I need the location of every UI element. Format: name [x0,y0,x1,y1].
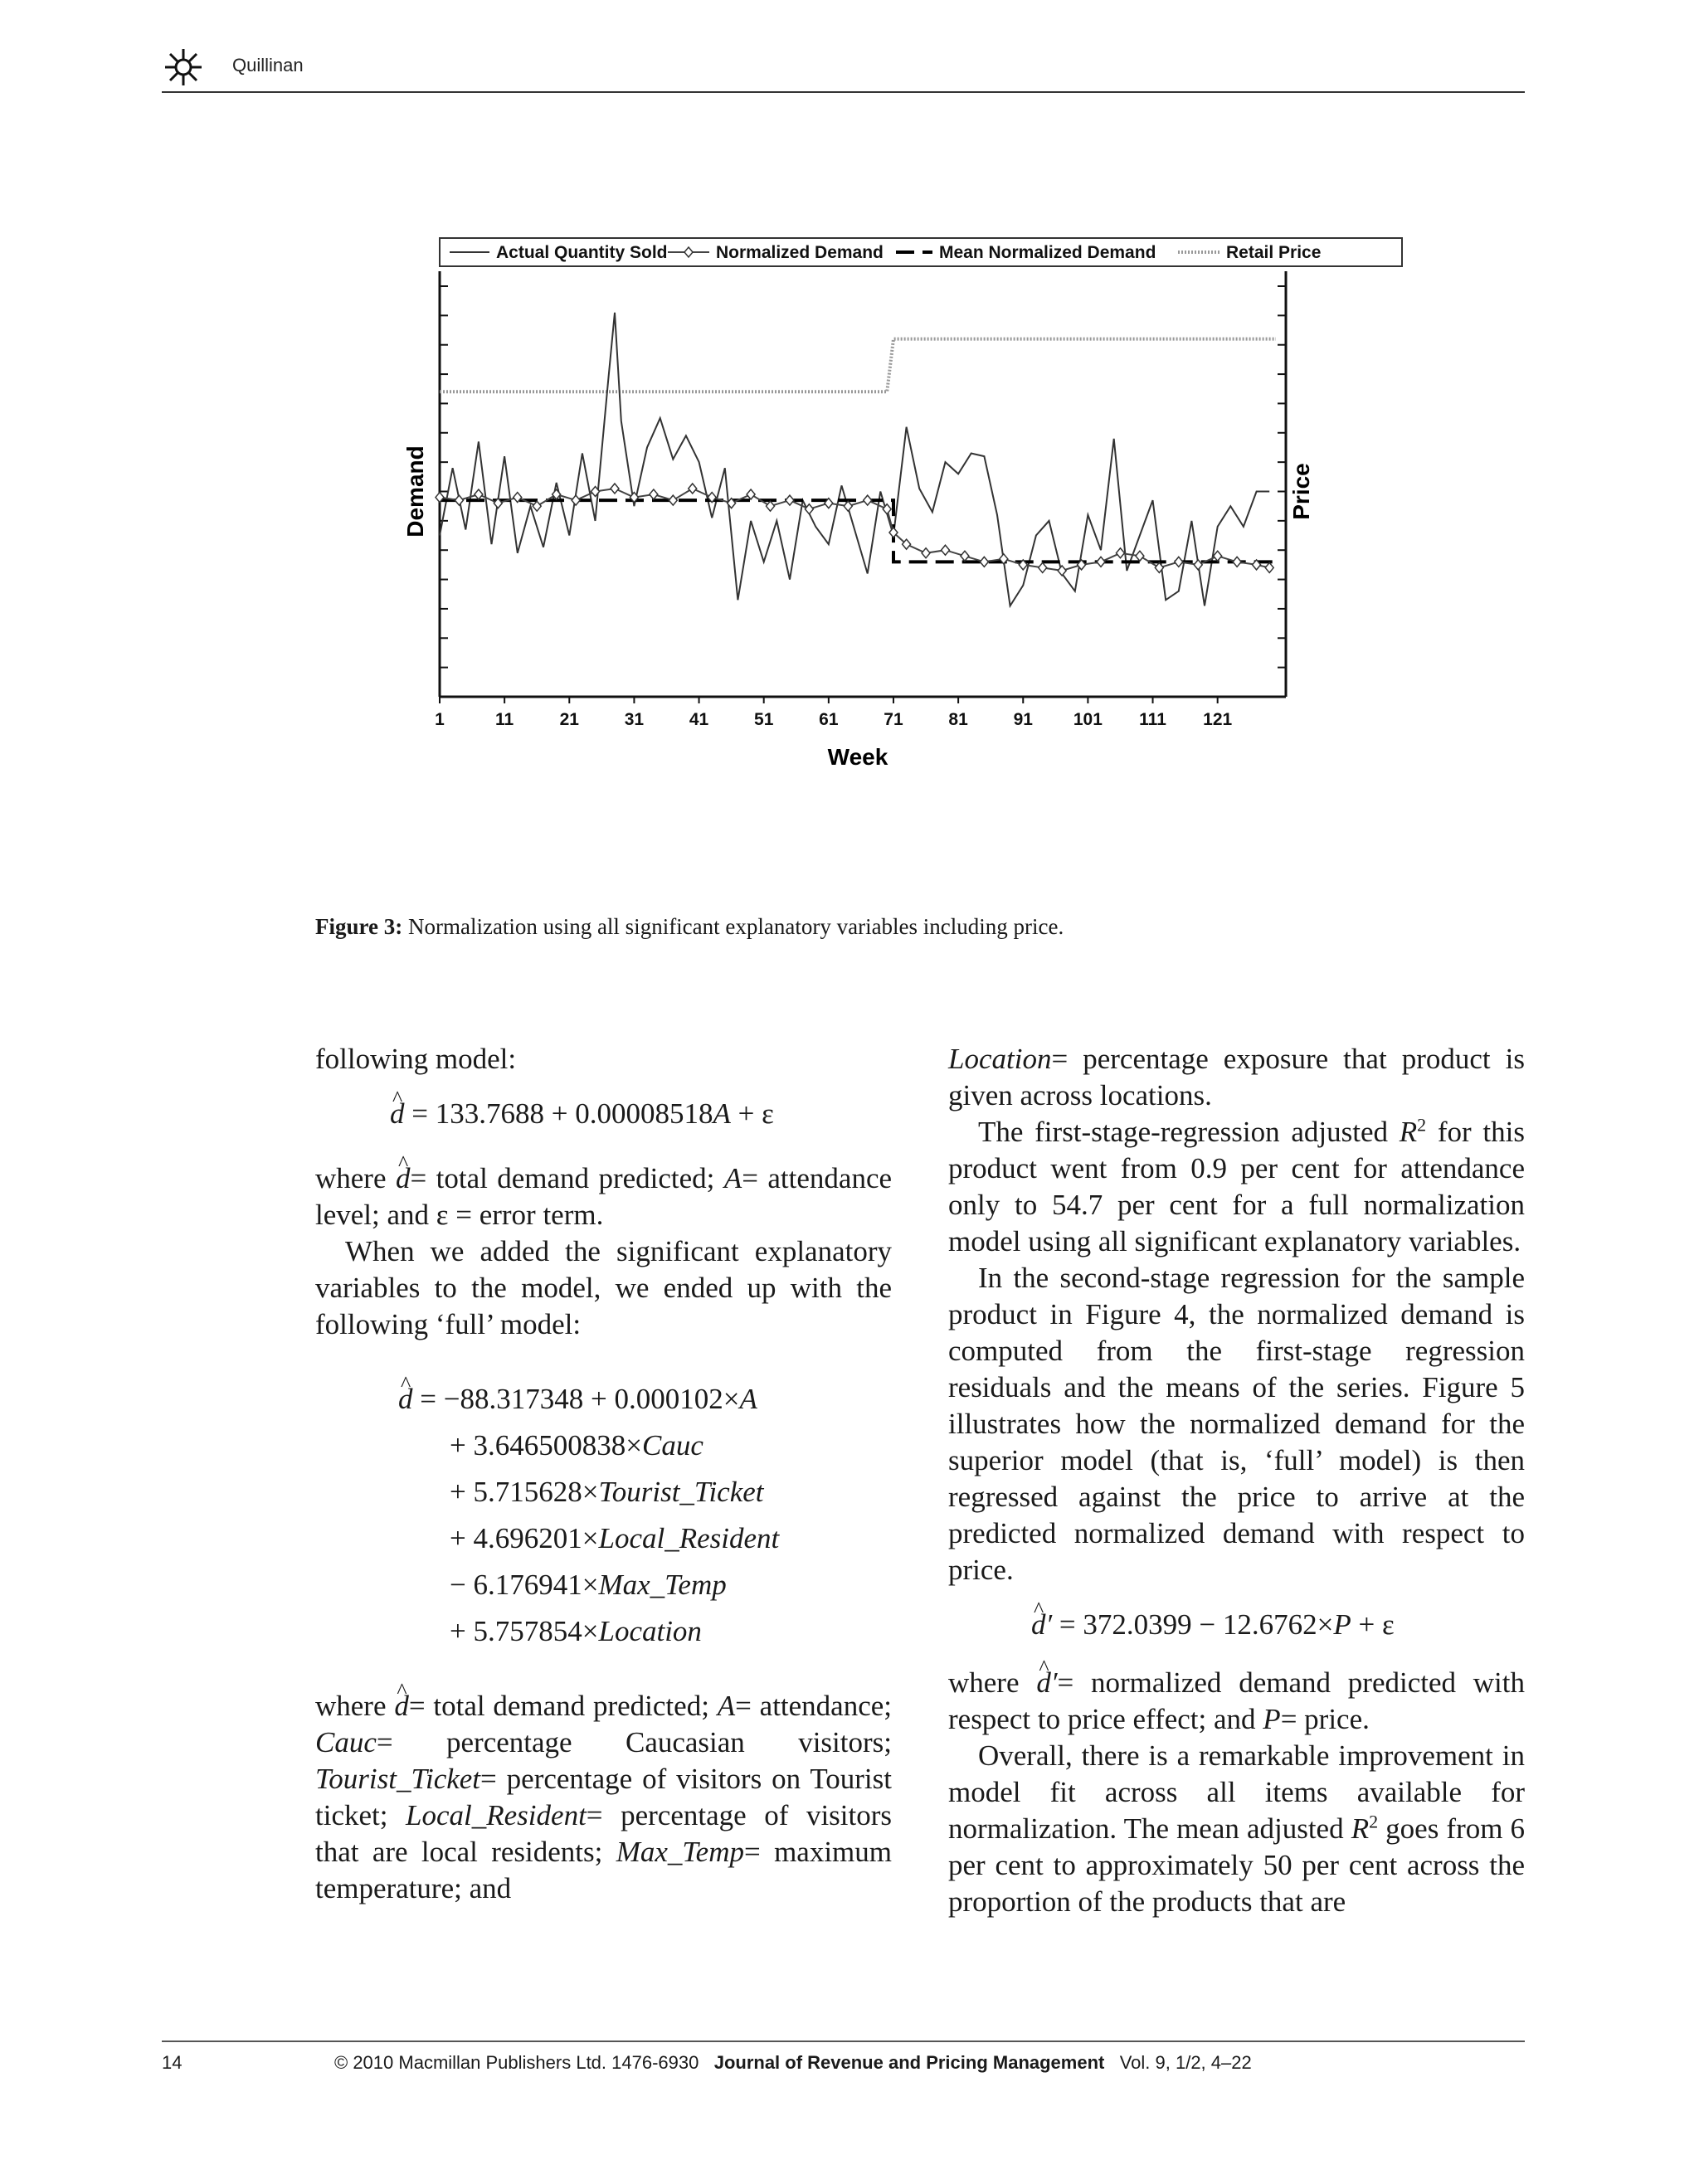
x-tick-label: 81 [948,710,968,729]
d-hat-symbol: ^ d [398,1376,413,1423]
d-prime-hat-symbol: ^ d′ [1031,1607,1052,1643]
normalized-demand-marker [1233,557,1241,567]
d-prime-hat-symbol: ^ d′ [1036,1665,1057,1701]
x-axis-label: Week [827,744,888,770]
legend-label: Mean Normalized Demand [939,243,1156,262]
where1-rest: = attendance level; and ε = error term. [315,1162,893,1231]
paragraph-overall [948,1738,1525,1920]
where2-var-tourist: Tourist_Ticket [315,1763,481,1795]
normalized-demand-marker [961,551,969,561]
footer-citation [334,2052,1252,2074]
page-number: 14 [162,2052,183,2073]
figure-caption [315,912,1526,941]
where-word: where [315,1690,387,1722]
normalized-demand-marker [611,484,619,494]
eq2-line2: + 3.646500838× [450,1429,642,1462]
footer-copyright: © 2010 Macmillan Publishers Ltd. 1476-6930 [334,2052,699,2073]
paragraph-second-stage: In the second-stage regression for the sample product in Figure 4, the normalized demand is computed from the first-stage regression residuals and the means of the series. Figure 5 illustrates how the normalized demand for the superior model (that is, ‘full’ model) is then regressed against the price to arrive at the predicted normalized demand with respect to price. [948,1262,1525,1586]
where3-var-p: P [1263,1703,1281,1735]
normalized-demand-marker [1136,551,1144,561]
normalized-demand-marker [650,489,658,499]
normalized-demand-marker [1214,551,1222,561]
where2-tourist-def: = percentage of visitors on Tourist ticket; [315,1763,892,1831]
footer-journal: Journal of Revenue and Pricing Management [713,2052,1105,2073]
x-tick-label: 91 [1013,710,1033,729]
x-tick-label: 11 [495,710,514,729]
location-definition [948,1041,1525,1114]
x-tick-label: 121 [1203,710,1233,729]
caption-label: Figure 3: [315,914,403,939]
series-actual-quantity-sold [440,313,1269,606]
x-tick-label: 71 [884,710,903,729]
eq2-line3: + 5.715628× [450,1476,599,1508]
where1-var-a: A [723,1162,742,1194]
x-tick-label: 31 [624,710,645,729]
normalized-demand-marker [922,548,930,558]
legend-label: Normalized Demand [716,243,884,262]
where2-def: = total demand predicted; [408,1690,709,1722]
where2-maxtemp-def: = maximum temperature; and [315,1836,893,1904]
chart-svg [398,228,1427,900]
where-1 [315,1160,892,1233]
intro-text: following model: [315,1043,517,1075]
eq2-var-tourist: Tourist_Ticket [598,1476,764,1508]
left-column [315,1041,892,1907]
r-squared-sup: 2 [1369,1811,1379,1832]
x-tick-label: 101 [1073,710,1103,729]
normalized-demand-marker [941,545,949,555]
x-tick-label: 1 [435,710,445,729]
where-word: where [948,1666,1020,1699]
x-tick-label: 41 [689,710,709,729]
normalized-demand-marker [475,489,483,499]
eq2-var-local: Local_Resident [598,1522,780,1554]
figure-3-chart [398,228,1427,900]
r-symbol: R [1351,1812,1370,1845]
legend-label: Retail Price [1226,243,1322,262]
eq2-line6: + 5.757854× [450,1615,599,1647]
caption-text: Normalization using all significant explanatory variables including price. [407,914,1064,939]
normalized-demand-marker [533,501,541,511]
where2-a-def: = attendance; [735,1690,893,1722]
paragraph-full-model: When we added the significant explanatory variables to the model, we ended up with the following ‘full’ model: [315,1235,892,1340]
eq2-var-location: Location [598,1615,702,1647]
where2-local-def: = percentage of visitors that are local residents; [315,1799,893,1868]
where-3 [948,1665,1525,1738]
normalized-demand-marker [1265,562,1273,572]
normalized-demand-marker [1097,557,1105,567]
x-tick-label: 61 [819,710,839,729]
where-word: where [315,1162,387,1194]
legend-label: Actual Quantity Sold [496,243,668,262]
eq1-rhs: = 133.7688 + 0.00008518 [411,1097,713,1130]
eq1-tail: + ε [738,1097,774,1130]
eq2-var-cauc: Cauc [641,1429,703,1462]
eq1-var: A [713,1097,731,1130]
eq3-rhs: = 372.0399 − 12.6762× [1059,1608,1334,1641]
normalized-demand-marker [669,495,677,505]
footer-volume: Vol. 9, 1/2, 4–22 [1119,2052,1252,2073]
eq2-line5: − 6.176941× [450,1569,599,1601]
para3-start: Overall, there is a remarkable improvement in model fit across all items available for normalization. The mean adjusted [948,1739,1525,1845]
eq2-line1: = −88.317348 + 0.000102× [420,1383,740,1415]
equation-3 [948,1607,1525,1643]
eq2-var-maxtemp: Max_Temp [598,1569,727,1601]
publisher-logo-icon [162,46,205,89]
right-column [948,1041,1525,1920]
normalized-demand-marker [1039,562,1047,572]
x-tick-label: 21 [559,710,579,729]
eq2-line4: + 4.696201× [450,1522,599,1554]
normalized-demand-marker [980,557,988,567]
footer-rule [162,2041,1525,2042]
equation-2 [315,1376,892,1655]
where2-var-maxtemp: Max_Temp [616,1836,744,1868]
para1-end: for this product went from 0.9 per cent for attendance only to 54.7 per cent for a full normalization model using all significant explanatory variables. [948,1116,1525,1257]
d-hat-symbol: ^ d [394,1688,409,1724]
d-hat-symbol: ^ d [396,1160,411,1197]
equation-1 [315,1096,892,1132]
y-axis-label-right: Price [1288,463,1314,520]
eq3-tail: + ε [1358,1608,1395,1641]
where-2 [315,1688,892,1907]
para3-end: goes from 6 per cent to approximately 50 per cent across the proportion of the products that are [948,1812,1526,1918]
location-def: = percentage exposure that product is given across locations. [948,1043,1525,1111]
normalized-demand-marker [786,495,794,505]
y-axis-label-left: Demand [402,445,428,537]
normalized-demand-marker [689,484,697,494]
normalized-demand-marker [844,501,852,511]
normalized-demand-marker [1058,566,1066,576]
r-symbol: R [1399,1116,1418,1148]
where3-p-def: = price. [1280,1703,1370,1735]
r-squared-sup: 2 [1417,1114,1427,1136]
where2-var-cauc: Cauc [315,1726,377,1758]
normalized-demand-marker [1116,548,1124,558]
eq3-var: P [1333,1608,1351,1641]
where2-var-local: Local_Resident [406,1799,587,1831]
series-mean-normalized-demand [440,500,1276,562]
normalized-demand-marker [864,495,872,505]
para1-start: The first-stage-regression adjusted [978,1116,1388,1148]
header-rule [162,91,1525,93]
normalized-demand-marker [747,489,755,499]
normalized-demand-marker [805,504,813,514]
x-tick-label: 51 [754,710,774,729]
location-var: Location [948,1043,1052,1075]
series-retail-price [440,339,1276,392]
running-header-author: Quillinan [232,55,304,75]
x-tick-label: 111 [1139,710,1166,729]
normalized-demand-marker [455,495,463,505]
paragraph-first-stage [948,1114,1525,1260]
where3-def: = normalized demand predicted with respect to price effect; and [948,1666,1526,1735]
normalized-demand-marker [767,501,775,511]
normalized-demand-marker [1175,557,1183,567]
where1-def: = total demand predicted; [410,1162,715,1194]
eq2-var-a: A [739,1383,757,1415]
where2-var-a: A [717,1690,736,1722]
normalized-demand-marker [572,495,580,505]
d-hat-symbol: ^ d [390,1096,405,1132]
where2-cauc-def: = percentage Caucasian visitors; [376,1726,892,1758]
